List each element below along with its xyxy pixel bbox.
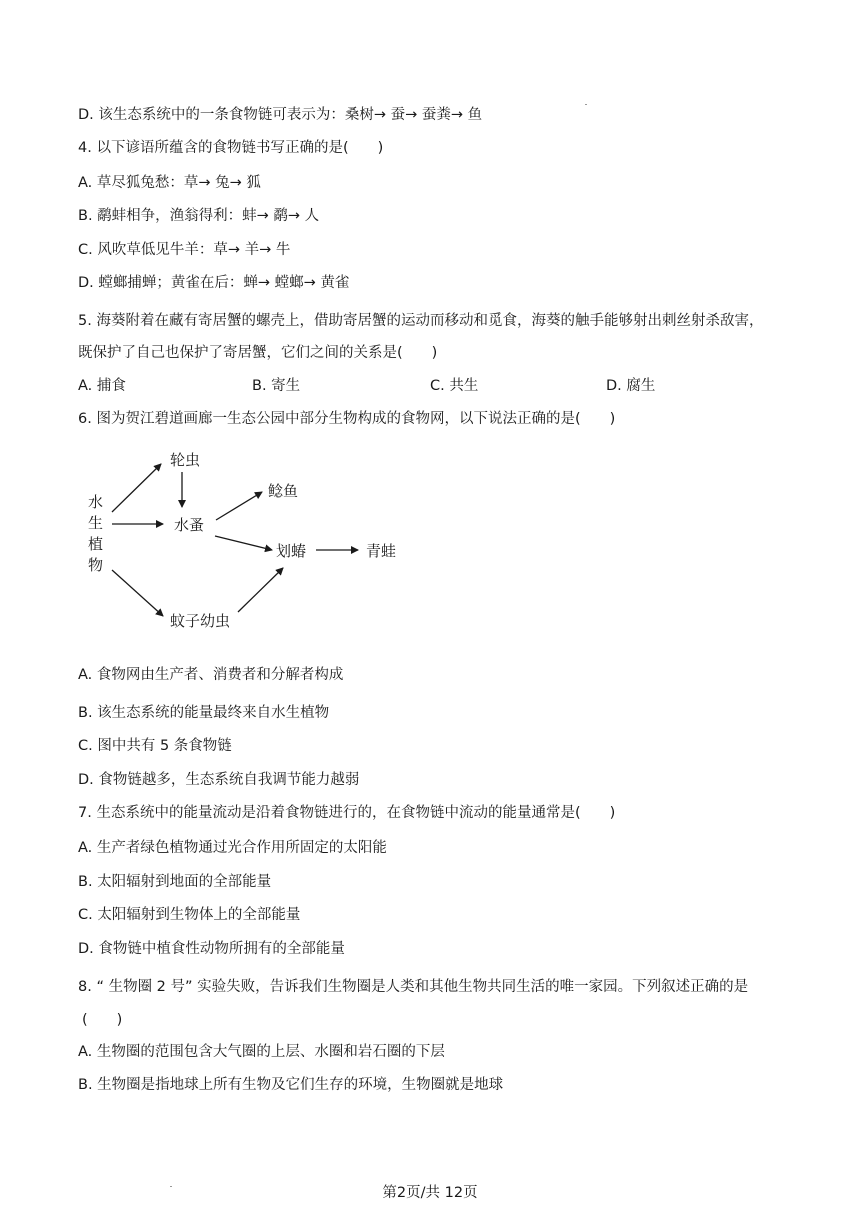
arrow-water-flea-to-water-boatman (215, 536, 272, 550)
water-flea-label: 水蚤 (174, 516, 205, 534)
mosquito-larva-label: 蚊子幼虫 (170, 612, 231, 630)
question-4: 4. 以下谚语所蕴含的食物链书写正确的是( ) (78, 140, 384, 156)
q8-option-a: A. 生物圈的范围包含大气圈的上层、水圈和岩石圈的下层 (78, 1044, 445, 1060)
question-5-line-2: 既保护了自己也保护了寄居蟹，它们之间的关系是( ) (78, 345, 438, 361)
q5-option-d: D. 腐生 (606, 378, 656, 394)
water-boatman-label: 划蝽 (276, 542, 307, 560)
q7-option-a: A. 生产者绿色植物通过光合作用所固定的太阳能 (78, 840, 387, 856)
arrow-plant-to-mosquito-larva (112, 570, 163, 616)
frog-label: 青蛙 (366, 542, 397, 560)
arrow-water-flea-to-fish (216, 492, 262, 520)
q7-option-d: D. 食物链中植食性动物所拥有的全部能量 (78, 941, 345, 957)
q7-option-b: B. 太阳辐射到地面的全部能量 (78, 874, 272, 890)
food-web-diagram (78, 440, 418, 640)
question-8-line-1: 8. “ 生物圈 2 号” 实验失败，告诉我们生物圈是人类和其他生物共同生活的唯一家园。下列叙述正确的是 (78, 979, 749, 995)
question-8-line-2: ( ) (82, 1012, 123, 1028)
q4-option-c: C. 风吹草低见牛羊：草→ 羊→ 牛 (78, 242, 291, 258)
question-6: 6. 图为贺江碧道画廊一生态公园中部分生物构成的食物网，以下说法正确的是( ) (78, 411, 616, 427)
page-footer: 第2页/共 12页 (382, 1185, 478, 1201)
question-7: 7. 生态系统中的能量流动是沿着食物链进行的，在食物链中流动的能量通常是( ) (78, 805, 616, 821)
q6-option-a: A. 食物网由生产者、消费者和分解者构成 (78, 667, 344, 683)
plant-label-char-2: 生 (88, 514, 104, 532)
q6-option-c: C. 图中共有 5 条食物链 (78, 738, 232, 754)
q4-option-d: D. 螳螂捕蝉；黄雀在后：蝉→ 螳螂→ 黄雀 (78, 275, 350, 291)
q4-option-b: B. 鹬蚌相争，渔翁得利：蚌→ 鹬→ 人 (78, 208, 320, 224)
q5-option-c: C. 共生 (430, 378, 479, 394)
fish-label: 鲶鱼 (268, 482, 299, 500)
q6-option-b: B. 该生态系统的能量最终来自水生植物 (78, 705, 330, 721)
q5-option-a: A. 捕食 (78, 378, 126, 394)
q6-option-d: D. 食物链越多，生态系统自我调节能力越弱 (78, 772, 360, 788)
arrow-plant-to-rotifer (112, 464, 161, 512)
rotifer-label: 轮虫 (170, 451, 201, 469)
q4-option-a: A. 草尽狐兔愁：草→ 兔→ 狐 (78, 175, 261, 191)
q7-option-c: C. 太阳辐射到生物体上的全部能量 (78, 907, 301, 923)
plant-label-char-1: 水 (88, 493, 104, 511)
q5-option-b: B. 寄生 (252, 378, 301, 394)
q8-option-b: B. 生物圈是指地球上所有生物及它们生存的环境，生物圈就是地球 (78, 1077, 504, 1093)
q3-option-d: D. 该生态系统中的一条食物链可表示为：桑树→ 蚕→ 蚕粪→ 鱼 (78, 107, 483, 123)
plant-label-char-3: 植 (88, 535, 104, 553)
plant-label-char-4: 物 (88, 556, 104, 574)
scan-speck (585, 104, 587, 105)
arrow-mosquito-larva-to-water-boatman (238, 568, 283, 612)
question-5-line-1: 5. 海葵附着在藏有寄居蟹的螺壳上，借助寄居蟹的运动而移动和觅食，海葵的触手能够射出刺丝射杀敌害， (78, 313, 764, 329)
